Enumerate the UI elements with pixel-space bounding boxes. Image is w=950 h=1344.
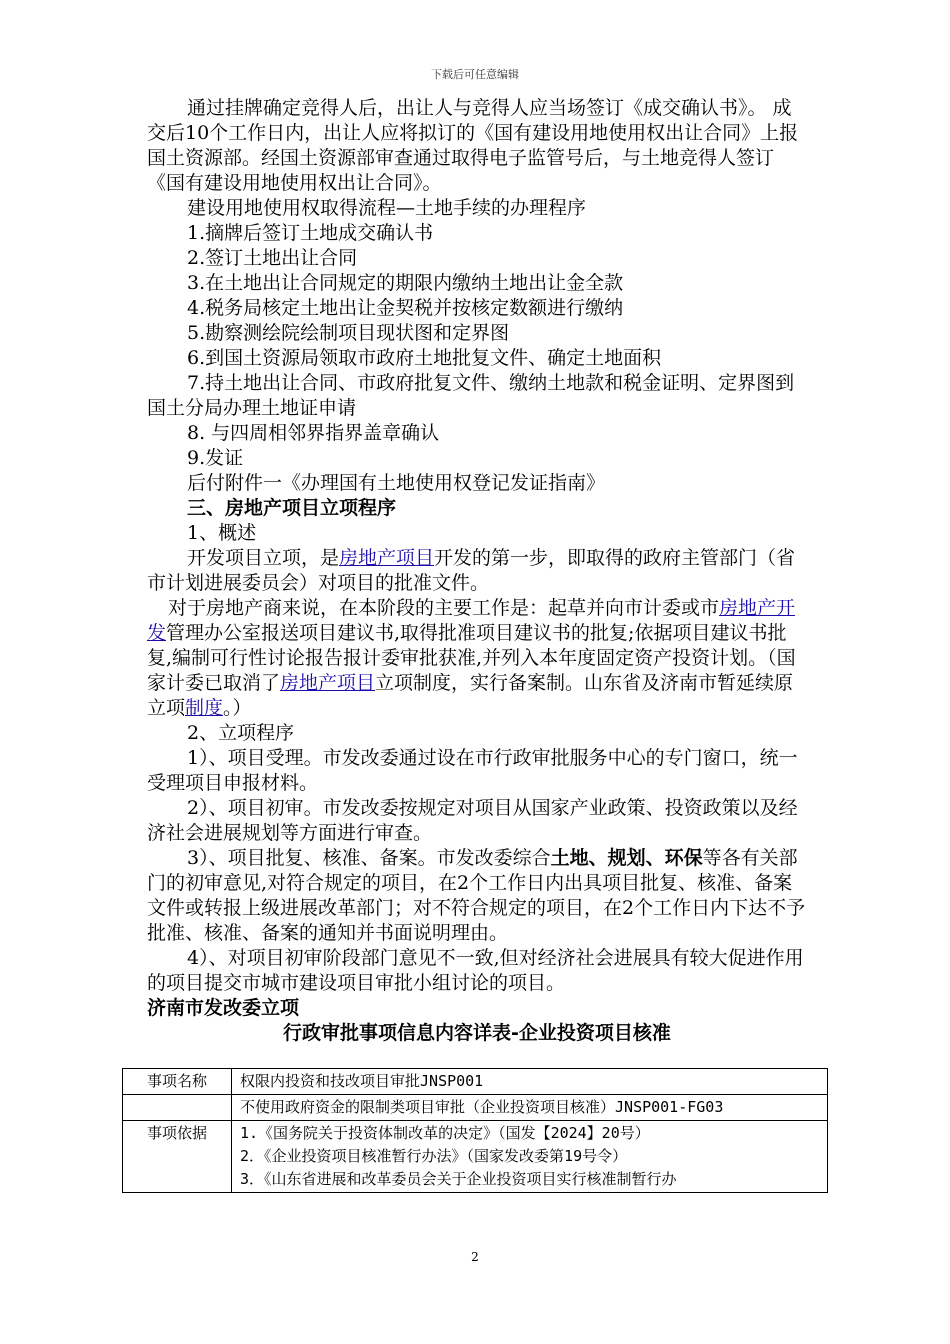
list-item: 2.签订土地出让合同 xyxy=(187,247,358,269)
row-value-item-name: 权限内投资和技改项目审批JNSP001 xyxy=(232,1069,828,1095)
row-label-item-name: 事项名称 xyxy=(123,1069,232,1095)
proc3-text-b: 等各有关部门的初审意见,对符合规定的项目，在2个工作日内出具项目批复、核准、备案文件或转报上级进展改革部门；对不符合规定的项目，在2个工作日内下达不予批准、核准、备案的通知并书面说明理由。 xyxy=(147,847,806,944)
jinan-title: 济南市发改委立项 xyxy=(147,997,300,1019)
dev-text-c: 立项制度，实行备案制。山东省及济南市暂延续原立项 xyxy=(147,672,794,719)
proc3-text-a: 3）、项目批复、核准、备案。市发改委综合 xyxy=(187,847,551,869)
info-table xyxy=(122,1068,828,1193)
paragraph-developer xyxy=(147,596,807,721)
procedure-step-3 xyxy=(147,846,807,946)
procedure-step-1: 1）、项目受理。市发改委通过设在市行政审批服务中心的专门窗口，统一受理项目申报材料。 xyxy=(147,747,798,794)
overview-title: 1、概述 xyxy=(187,522,257,544)
page-header: 下载后可任意编辑 xyxy=(431,68,519,81)
table-row xyxy=(123,1121,828,1193)
document-body xyxy=(147,96,807,1046)
link-real-estate-project[interactable]: 房地产项目 xyxy=(339,547,435,569)
procedure-step-2: 2）、项目初审。市发改委按规定对项目从国家产业政策、投资政策以及经济社会进展规划等方面进行审查。 xyxy=(147,797,798,844)
section-3-title: 三、房地产项目立项程序 xyxy=(187,497,397,519)
link-system[interactable]: 制度 xyxy=(185,697,224,719)
basis-item: 2．《企业投资项目核准暂行办法》（国家发改委第19号令） xyxy=(240,1147,628,1165)
link-real-estate-development[interactable]: 房地产开发 xyxy=(147,597,796,644)
proc3-bold: 土地、规划、环保 xyxy=(550,847,703,869)
row-value-basis xyxy=(232,1121,828,1193)
link-real-estate-project-2[interactable]: 房地产项目 xyxy=(280,672,376,694)
list-item: 1.摘牌后签订土地成交确认书 xyxy=(187,222,434,244)
list-item: 6.到国土资源局领取市政府土地批复文件、确定土地面积 xyxy=(187,347,662,369)
attachment-note: 后付附件一《办理国有土地使用权登记发证指南》 xyxy=(187,472,606,494)
list-item: 4.税务局核定土地出让金契税并按核定数额进行缴纳 xyxy=(187,297,624,319)
dev-text-b: 管理办公室报送项目建议书,取得批准项目建议书的批复;依据项目建议书批复,编制可行性讨论报告报计委审批获准,并列入本年度固定资产投资计划。（国家计委已取消了 xyxy=(147,622,796,694)
procedure-step-4: 4）、对项目初审阶段部门意见不一致,但对经济社会进展具有较大促进作用的项目提交市城市建设项目审批小组讨论的项目。 xyxy=(147,947,804,994)
list-item: 9.发证 xyxy=(187,447,244,469)
paragraph-overview xyxy=(147,546,807,596)
list-item: 7.持土地出让合同、市政府批复文件、缴纳土地款和税金证明、定界图到国土分局办理土地证申请 xyxy=(147,372,795,419)
overview-text-b: 开发的第一步，即取得的政府主管部门（省市计划进展委员会）对项目的批准文件。 xyxy=(147,547,796,594)
list-item: 3.在土地出让合同规定的期限内缴纳土地出让金全款 xyxy=(187,272,624,294)
list-item: 8. 与四周相邻界指界盖章确认 xyxy=(187,422,440,444)
row-label-basis: 事项依据 xyxy=(123,1121,232,1193)
paragraph-listing-result: 通过挂牌确定竞得人后，出让人与竞得人应当场签订《成交确认书》。 成交后10个工作日内，出让人应将拟订的《国有建设用地使用权出让合同》上报国土资源部。经国土资源部审查通过取得电子监管号后，与土地竞得人签订《国有建设用地使用权出让合同》。 xyxy=(147,97,799,194)
table-row xyxy=(123,1095,828,1121)
dev-text-a: 对于房地产商来说，在本阶段的主要工作是：起草并向市计委或市 xyxy=(168,597,720,619)
paragraph-procedure-heading: 建设用地使用权取得流程—土地手续的办理程序 xyxy=(187,197,587,219)
basis-item: 1.《国务院关于投资体制改革的决定》（国发【2024】20号） xyxy=(240,1124,650,1142)
overview-text-a: 开发项目立项，是 xyxy=(187,547,340,569)
basis-item: 3．《山东省进展和改革委员会关于企业投资项目实行核准制暂行办 xyxy=(240,1170,677,1188)
row-label-empty xyxy=(123,1095,232,1121)
steps-list xyxy=(147,221,807,471)
procedure-title: 2、立项程序 xyxy=(187,722,295,744)
table-title: 行政审批事项信息内容详表-企业投资项目核准 xyxy=(283,1022,671,1044)
page-number: 2 xyxy=(471,1250,479,1264)
list-item: 5.勘察测绘院绘制项目现状图和定界图 xyxy=(187,322,510,344)
table-row xyxy=(123,1069,828,1095)
dev-text-d: 。） xyxy=(223,697,252,719)
row-value-subitem: 不使用政府资金的限制类项目审批（企业投资项目核准）JNSP001-FG03 xyxy=(232,1095,828,1121)
